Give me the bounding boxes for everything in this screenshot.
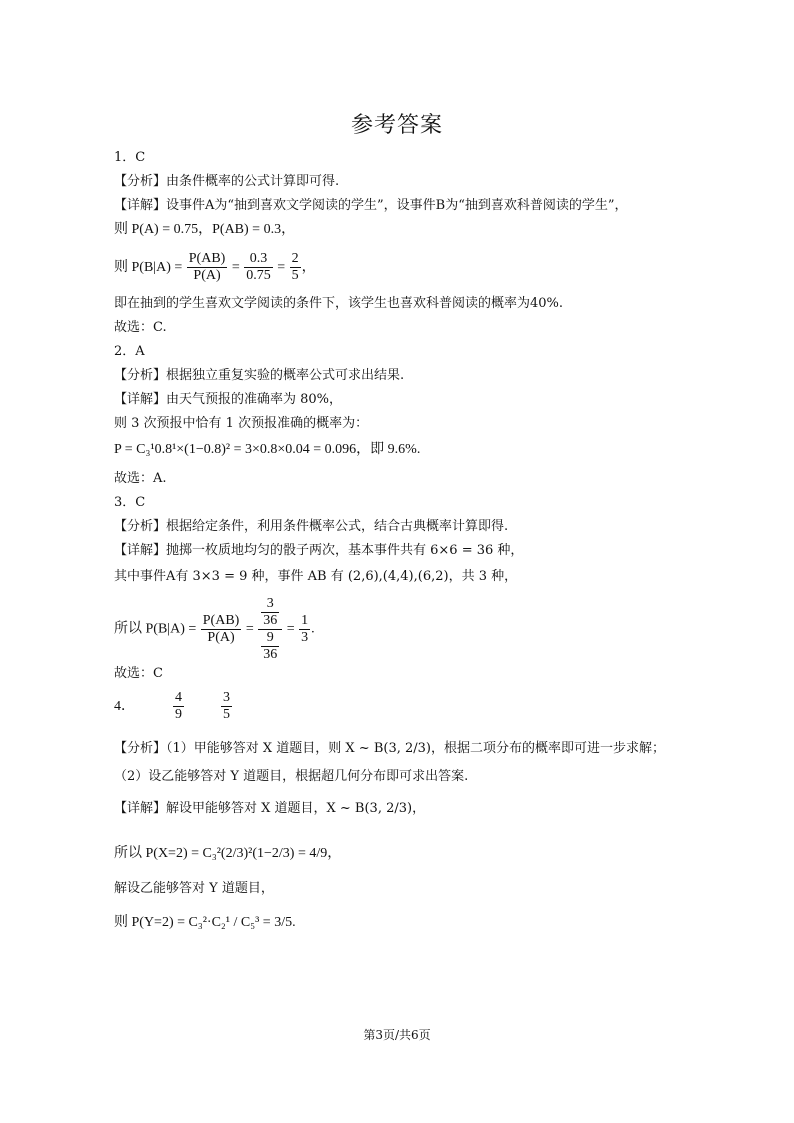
q1-frac3-num: 2 xyxy=(291,251,299,267)
q1-fraction-3 xyxy=(290,251,301,284)
q4-analysis-2: （2）设乙能够答对 Y 道题目，根据超几何分布即可求出答案. xyxy=(114,769,469,784)
q4-detail-2: 解设乙能够答对 Y 道题目， xyxy=(114,881,274,896)
q2-prob-intro: 则 3 次预报中恰有 1 次预报准确的概率为： xyxy=(114,416,369,431)
q3-f2dd: 36 xyxy=(263,647,278,662)
q3-prefix: 所以 P(B|A) = xyxy=(114,621,197,637)
q1-choice: 故选：C. xyxy=(114,320,167,335)
q4-analysis-1: 【分析】（1）甲能够答对 X 道题目，则 X ~ B(3, 2/3)，根据二项分布的概率即可进一步求解； xyxy=(114,741,665,756)
q3-f2-numerator xyxy=(258,596,282,630)
q3-fraction-3 xyxy=(299,613,310,646)
q1-frac1-num: P(AB) xyxy=(188,251,226,267)
q3-f1-num: P(AB) xyxy=(202,613,240,628)
q3-f2nd: 36 xyxy=(263,613,278,628)
q4-detail-1: 【详解】解设甲能够答对 X 道题目，X ~ B(3, 2/3)， xyxy=(114,801,426,816)
q3-f2-denominator xyxy=(258,630,282,663)
q3-f2nn: 3 xyxy=(261,596,279,613)
q3-f3-num: 1 xyxy=(301,613,309,628)
q3-choice: 故选：C xyxy=(114,666,163,681)
q1-detail: 【详解】设事件A为“抽到喜欢文学阅读的学生”，设事件B为“抽到喜欢科普阅读的学生”， xyxy=(114,198,628,213)
q1-frac2-den: 0.75 xyxy=(246,268,271,284)
q4-answer-1 xyxy=(173,690,184,723)
q4-a1-num: 4 xyxy=(175,690,182,706)
q4-a2-den: 5 xyxy=(223,707,230,723)
q1-number: 1．C xyxy=(114,150,146,165)
q3-number: 3．C xyxy=(114,495,146,510)
q3-fraction-1 xyxy=(201,613,242,646)
q3-fraction-2 xyxy=(258,596,282,663)
q1-given: 则 P(A) = 0.75，P(AB) = 0.3， xyxy=(114,222,296,237)
q1-conditional-formula: 则 P(B|A) = $\frac{P(AB)}{P(A)}$ = $\frac{0.3}{0.75}$ = $\frac{2}{5}$ ， xyxy=(114,251,316,284)
q2-formula: P = C₃¹0.8¹×(1−0.8)² = 3×0.8×0.04 = 0.096，即 9.6%. xyxy=(114,442,421,457)
q4-formula-2: 则 P(Y=2) = C₃²·C₂¹ / C₅³ = 3/5. xyxy=(114,915,296,930)
q1-conclusion: 即在抽到的学生喜欢文学阅读的条件下，该学生也喜欢科普阅读的概率为40%. xyxy=(114,296,564,311)
q3-analysis: 【分析】根据给定条件，利用条件概率公式，结合古典概率计算即得. xyxy=(114,519,509,534)
q1-frac3-den: 5 xyxy=(291,268,299,284)
q2-choice: 故选：A. xyxy=(114,471,167,486)
q1-fraction-1 xyxy=(187,251,228,284)
q4-a1-den: 9 xyxy=(175,707,182,723)
q1-cond-prefix: 则 P(B|A) = xyxy=(114,260,183,275)
q1-analysis: 【分析】由条件概率的公式计算即可得. xyxy=(114,174,340,189)
page-footer: 第3页/共6页 xyxy=(363,1028,431,1042)
page-title: 参考答案 xyxy=(350,113,443,138)
q3-f1-den: P(A) xyxy=(207,630,235,645)
q1-frac1-den: P(A) xyxy=(193,268,221,284)
q3-f3-den: 3 xyxy=(301,630,309,645)
q2-analysis: 【分析】根据独立重复实验的概率公式可求出结果. xyxy=(114,368,405,383)
q3-events: 其中事件A有 3×3 = 9 种，事件 AB 有 (2,6),(4,4),(6,2)，共 3 种， xyxy=(114,569,518,584)
q3-f2dn: 9 xyxy=(261,630,279,647)
q1-frac2-num: 0.3 xyxy=(244,251,273,268)
q4-answer-2 xyxy=(221,690,232,723)
q3-detail: 【详解】抛掷一枚质地均匀的骰子两次，基本事件共有 6×6 = 36 种， xyxy=(114,543,524,558)
q3-f2-inner-den xyxy=(261,630,279,663)
q3-formula: 所以 P(B|A) = $\frac{P(AB)}{P(A)}$ = $\frac{\frac{3}{36}}{\frac{9}{36}}$ = $\frac{1}{3}$ . xyxy=(114,596,315,662)
q2-number: 2．A xyxy=(114,344,145,359)
q2-detail: 【详解】由天气预报的准确率为 80%， xyxy=(114,392,343,407)
q4-formula-1: 所以 P(X=2) = C₃²(2/3)²(1−2/3) = 4/9， xyxy=(114,846,342,861)
q3-f2-inner-num xyxy=(261,596,279,629)
q4-number: 4． xyxy=(114,699,135,714)
q1-fraction-2 xyxy=(244,251,273,284)
q4-a2-num: 3 xyxy=(223,690,230,706)
q4-answers xyxy=(114,690,233,724)
